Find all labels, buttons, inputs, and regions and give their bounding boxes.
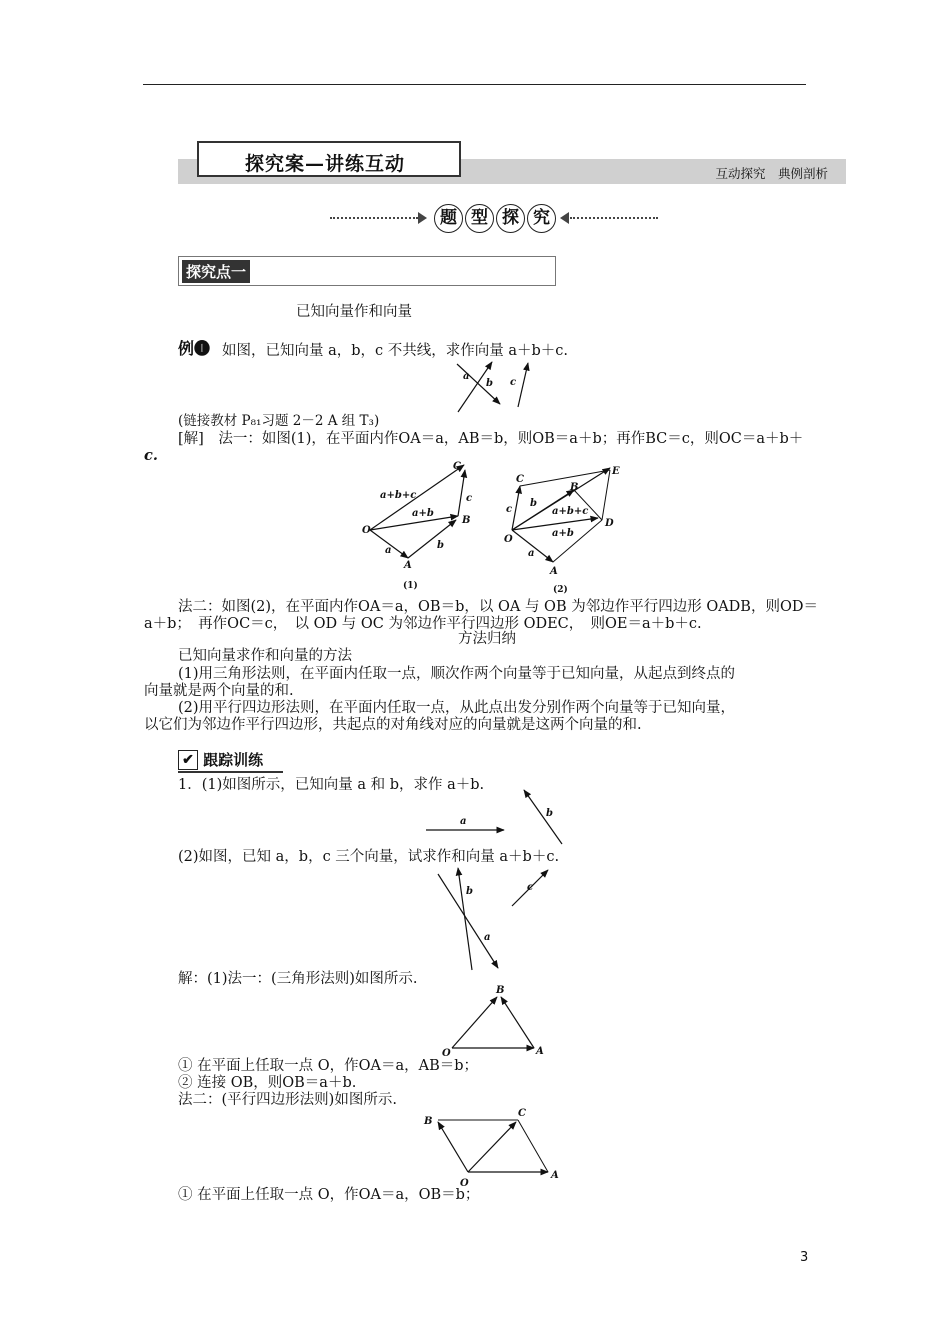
figure-label: A <box>404 560 412 571</box>
solution-line-1-tail: c. <box>144 447 158 464</box>
vector-arrow <box>520 470 610 486</box>
solution2-line-1: 法二：如图(2)，在平面内作OA＝a，OB＝b，以 OA 与 OB 为邻边作平行四边形 OADB，则OD＝ <box>178 599 818 615</box>
label-b: b <box>486 378 493 389</box>
example-question: 如图，已知向量 a，b，c 不共线，求作向量 a＋b＋c. <box>222 343 569 359</box>
answer-parallelogram-figure <box>420 1106 570 1189</box>
section-title-box <box>197 141 461 177</box>
figure-label: a+b+c <box>380 490 417 501</box>
training-q1: 1．(1)如图所示，已知向量 a 和 b，求作 a＋b. <box>178 777 485 793</box>
figure-label: B <box>496 985 505 996</box>
banner-arrow-right <box>560 212 569 224</box>
vector-arrow <box>408 520 456 558</box>
figure-label: b <box>437 540 444 551</box>
figure-label: c <box>506 504 513 515</box>
vector-arrow <box>458 868 472 970</box>
figure-label: (2) <box>553 585 568 595</box>
point-box <box>178 256 556 286</box>
figure-1-triangle <box>360 460 490 590</box>
page-number: 3 <box>800 1250 809 1265</box>
method-heading: 已知向量求作和向量的方法 <box>178 648 352 664</box>
banner-char: 探 <box>496 204 525 233</box>
banner-char: 究 <box>527 204 556 233</box>
vector-arrow <box>602 470 610 520</box>
solution2-line-2: a＋b； 再作OC＝c， 以 OD 与 OC 为邻边作平行四边形 ODEC， 则OE＝a＋b＋c. <box>144 616 702 632</box>
training-q2: (2)如图，已知 a，b，c 三个向量，试求作和向量 a＋b＋c. <box>178 849 560 865</box>
figure-2-parallelogram <box>498 460 628 600</box>
solution-line-1: [解] 法一：如图(1)，在平面内作OA＝a，AB＝b，则OB＝a＋b；再作BC＝c，则OC＝a＋b＋ <box>178 431 804 447</box>
figure-label: b <box>546 808 553 819</box>
training-q1-figure <box>420 786 570 856</box>
training-label: 跟踪训练 <box>203 751 264 769</box>
point-label: 探究点一 <box>182 260 250 283</box>
top-rule <box>143 84 806 85</box>
answer-method-2: 法二：(平行四边形法则)如图所示. <box>178 1092 397 1108</box>
example-vectors-figure <box>448 360 548 430</box>
figure-label: E <box>612 466 620 477</box>
figure-label: O <box>504 534 513 545</box>
figure-label: c <box>527 882 534 893</box>
figure-label: a <box>460 816 467 827</box>
label-a: a <box>463 371 470 382</box>
figure-label: O <box>362 525 371 536</box>
example-badge: 例❶ <box>178 339 211 358</box>
answer-step-1: ① 在平面上任取一点 O，作OA＝a，AB＝b； <box>178 1058 479 1074</box>
check-icon: ✔ <box>178 750 198 770</box>
method-item1-line1: (1)用三角形法则，在平面内任取一点，顺次作两个向量等于已知向量，从起点到终点的 <box>178 666 736 682</box>
figure-label: b <box>466 886 473 897</box>
figure-label: a+b <box>552 528 574 539</box>
figure-label: b <box>530 498 537 509</box>
figure-label: O <box>460 1178 469 1189</box>
banner-char: 题 <box>434 204 463 233</box>
figure-label: C <box>518 1108 526 1119</box>
method-item2-line2: 以它们为邻边作平行四边形，共起点的对角线对应的向量就是这两个向量的和. <box>144 717 642 733</box>
type-banner <box>330 204 660 234</box>
training-underline <box>178 771 283 773</box>
banner-dots-right <box>570 217 658 219</box>
figure-label: c <box>466 493 473 504</box>
figure-label: a <box>528 548 535 559</box>
method-item1-line2: 向量就是两个向量的和. <box>144 683 294 699</box>
point-topic: 已知向量作和向量 <box>296 304 412 320</box>
banner-title <box>433 204 557 233</box>
answer-triangle-figure <box>440 984 550 1059</box>
vector-arrow <box>468 1122 516 1172</box>
banner-dots-left <box>330 217 418 219</box>
figure-label: A <box>550 566 558 577</box>
figure-label: C <box>453 461 461 472</box>
answer-intro: 解：(1)法一：(三角形法则)如图所示. <box>178 971 418 987</box>
figure-label: C <box>516 474 524 485</box>
vector-arrow <box>458 470 465 516</box>
figure-label: a <box>385 545 392 556</box>
vector-arrow <box>518 1120 548 1172</box>
figure-label: a+b+c <box>552 506 589 517</box>
link-reference: (链接教材 P₈₁习题 2－2 A 组 T₃) <box>178 413 380 429</box>
vector-c <box>518 363 528 407</box>
answer-step-3: ① 在平面上任取一点 O，作OA＝a，OB＝b； <box>178 1187 480 1203</box>
section-title: 探究案—讲练互动 <box>245 153 406 175</box>
training-q2-figure <box>430 864 560 974</box>
label-c: c <box>510 377 517 388</box>
answer-step-2: ② 连接 OB，则OB＝a＋b. <box>178 1075 357 1091</box>
banner-arrow-left <box>418 212 427 224</box>
figure-label: B <box>570 482 579 493</box>
figure-label: D <box>605 518 614 529</box>
method-item2-line1: (2)用平行四边形法则，在平面内任取一点，从此点出发分别作两个向量等于已知向量， <box>178 700 736 716</box>
figure-label: O <box>442 1048 451 1059</box>
training-header <box>178 749 263 770</box>
vector-arrow <box>553 520 602 562</box>
vector-arrow <box>438 1122 468 1172</box>
figure-label: A <box>536 1046 544 1057</box>
figure-label: B <box>462 515 471 526</box>
banner-char: 型 <box>465 204 494 233</box>
vector-arrow <box>524 790 562 844</box>
method-title: 方法归纳 <box>458 631 516 647</box>
figure-label: (1) <box>403 581 418 591</box>
vector-arrow <box>512 486 520 530</box>
figure-label: B <box>424 1116 433 1127</box>
figure-label: a+b <box>412 508 434 519</box>
vector-a <box>457 364 500 404</box>
section-right-tag: 互动探究 典例剖析 <box>715 166 828 181</box>
figure-label: a <box>484 932 491 943</box>
vector-arrow <box>501 997 534 1048</box>
figure-label: A <box>551 1170 559 1181</box>
vector-arrow <box>452 997 497 1048</box>
